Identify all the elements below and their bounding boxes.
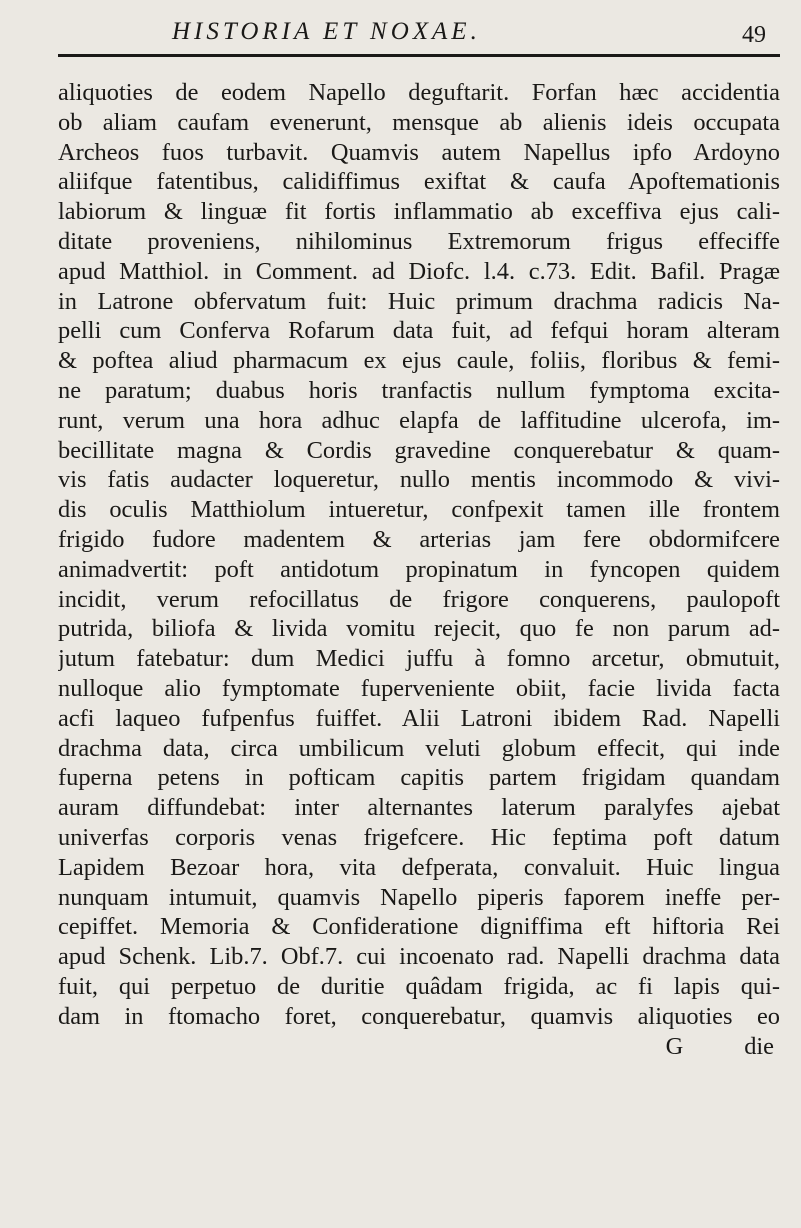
text-line: putrida, biliofa & livida vomitu rejecit, quo fe non parum ad-	[58, 615, 780, 643]
text-line: Lapidem Bezoar hora, vita defperata, convaluit. Huic lingua	[58, 853, 780, 881]
text-line: apud Matthiol. in Comment. ad Diofc. l.4. c.73. Edit. Bafil. Pragæ	[58, 257, 780, 285]
text-line: becillitate magna & Cordis gravedine conquerebatur & quam-	[58, 436, 780, 464]
text-line: fuperna petens in pofticam capitis partem frigidam quandam	[58, 764, 780, 792]
header-rule	[58, 54, 780, 57]
text-line: animadvertit: poft antidotum propinatum in fyncopen quidem	[58, 555, 780, 583]
text-line: fuit, qui perpetuo de duritie quâdam frigida, ac fi lapis qui-	[58, 972, 780, 1000]
text-line: ditate proveniens, nihilominus Extremorum frigus effeciffe	[58, 227, 780, 255]
text-line: nunquam intumuit, quamvis Napello piperis faporem ineffe per-	[58, 883, 780, 911]
page-header	[0, 18, 801, 70]
text-line: jutum fatebatur: dum Medici juffu à fomno arcetur, obmutuit,	[58, 645, 780, 673]
catchword-line: G die	[665, 1032, 774, 1060]
text-line: ne paratum; duabus horis tranfactis nullum fymptoma excita-	[58, 376, 780, 404]
text-line: frigido fudore madentem & arterias jam fere obdormifcere	[58, 525, 780, 553]
text-line: & poftea aliud pharmacum ex ejus caule, foliis, floribus & femi-	[58, 347, 780, 375]
text-line: dam in ftomacho foret, conquerebatur, quamvis aliquoties eo	[58, 1002, 780, 1030]
text-line: aliifque fatentibus, calidiffimus exiftat & caufa Apoftemationis	[58, 168, 780, 196]
running-title: HISTORIA ET NOXAE.	[172, 18, 481, 45]
text-line: Archeos fuos turbavit. Quamvis autem Napellus ipfo Ardoyno	[58, 138, 780, 166]
text-line: apud Schenk. Lib.7. Obf.7. cui incoenato rad. Napelli drachma data	[58, 943, 780, 971]
text-line: vis fatis audacter loqueretur, nullo mentis incommodo & vivi-	[58, 466, 780, 494]
text-line: labiorum & linguæ fit fortis inflammatio ab exceffiva ejus cali-	[58, 198, 780, 226]
text-line: acfi laqueo fufpenfus fuiffet. Alii Latroni ibidem Rad. Napelli	[58, 704, 780, 732]
text-line: univerfas corporis venas frigefcere. Hic feptima poft datum	[58, 823, 780, 851]
text-line: incidit, verum refocillatus de frigore conquerens, paulopoft	[58, 585, 780, 613]
text-line: ob aliam caufam evenerunt, mensque ab alienis ideis occupata	[58, 108, 780, 136]
text-line: auram diffundebat: inter alternantes laterum paralyfes ajebat	[58, 794, 780, 822]
text-line: pelli cum Conferva Rofarum data fuit, ad fefqui horam alteram	[58, 317, 780, 345]
text-line: nulloque alio fymptomate fuperveniente obiit, facie livida facta	[58, 674, 780, 702]
page-number: 49	[742, 22, 766, 48]
text-line: dis oculis Matthiolum intueretur, confpexit tamen ille frontem	[58, 496, 780, 524]
text-line: cepiffet. Memoria & Confideratione digniffima eft hiftoria Rei	[58, 913, 780, 941]
body-text	[58, 78, 780, 1061]
text-line: runt, verum una hora adhuc elapfa de laffitudine ulcerofa, im-	[58, 406, 780, 434]
text-line: aliquoties de eodem Napello deguftarit. Forfan hæc accidentia	[58, 79, 780, 106]
text-line: drachma data, circa umbilicum veluti globum effecit, qui inde	[58, 734, 780, 762]
text-line: in Latrone obfervatum fuit: Huic primum drachma radicis Na-	[58, 287, 780, 315]
